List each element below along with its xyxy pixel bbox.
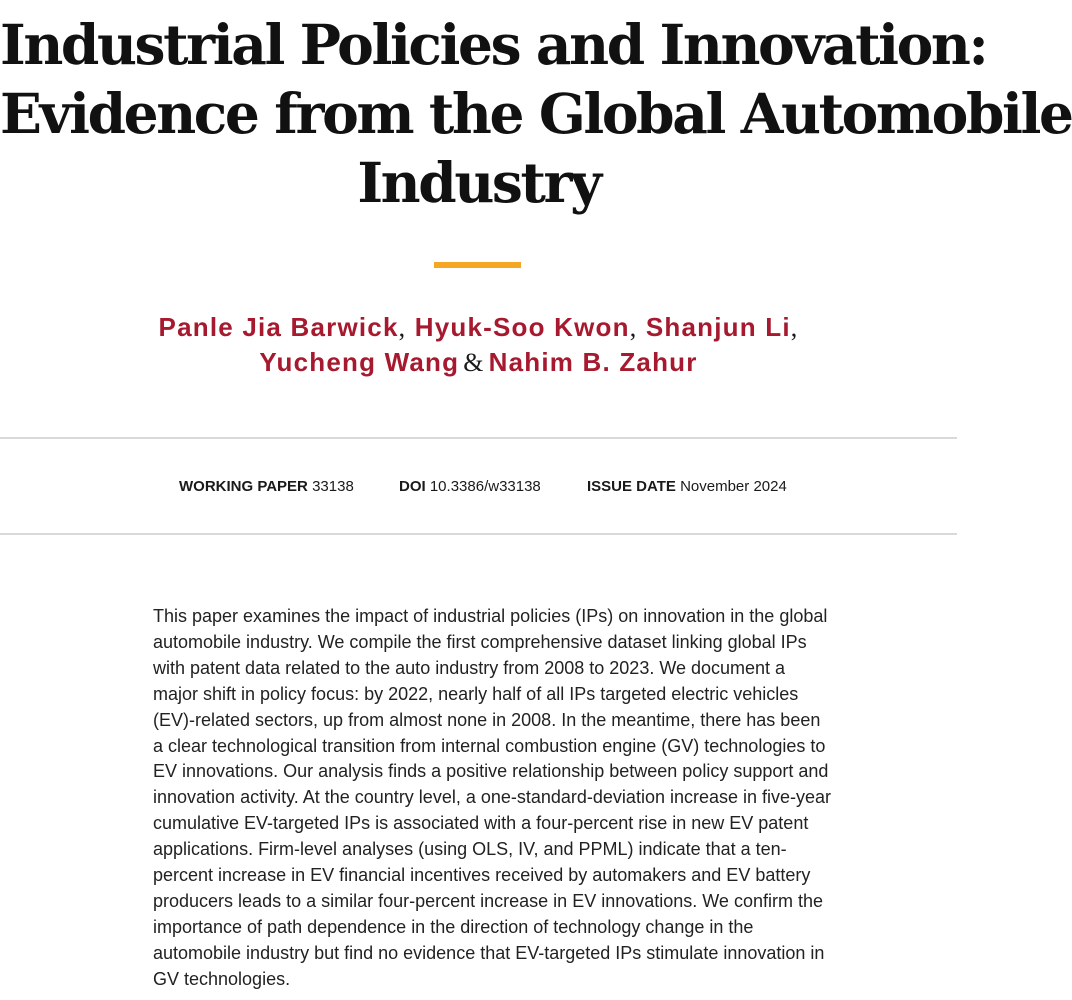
author-link-li[interactable]: Shanjun Li [645,312,791,342]
paper-title-line-1: Industrial Policies and Innovation: [0,12,987,77]
abstract-line: EV innovations. Our analysis finds a positive relationship between policy support and [153,761,829,782]
author-ampersand: & [463,348,485,377]
working-paper-number: 33138 [312,478,354,495]
title-accent-rule [434,262,521,268]
paper-title-line-3: Industry [357,150,600,215]
doi-value: 10.3386/w33138 [429,478,541,495]
paper-title [0,10,1072,217]
abstract-line: This paper examines the impact of industrial policies (IPs) on innovation in the global [153,606,828,626]
author-link-barwick[interactable]: Panle Jia Barwick [158,312,399,342]
abstract-line: applications. Firm-level analyses (using OLS, IV, and PPML) indicate that a ten- [153,839,787,860]
abstract-line: cumulative EV-targeted IPs is associated with a four-percent rise in new EV patent [153,813,809,834]
issue-date-value: November 2024 [680,478,787,495]
author-link-wang[interactable]: Yucheng Wang [259,347,460,377]
doi-label: DOI [399,478,426,495]
author-separator: , [790,313,799,342]
metadata-top-divider [0,437,957,439]
abstract-line: automobile industry but find no evidence that EV-targeted IPs stimulate innovation in [153,942,825,963]
author-list-line-1 [0,310,957,345]
metadata-bottom-divider [0,533,957,535]
abstract-line: (EV)-related sectors, up from almost none in 2008. In the meantime, there has been [153,709,821,730]
issue-date-meta [587,477,787,497]
abstract-line: with patent data related to the auto industry from 2008 to 2023. We document a [153,657,786,678]
author-separator: , [398,313,407,342]
abstract-line: GV technologies. [153,968,291,989]
author-separator: , [629,313,638,342]
paper-metadata-bar [0,477,957,497]
abstract-line: major shift in policy focus: by 2022, nearly half of all IPs targeted electric vehicles [153,683,799,704]
abstract-line: importance of path dependence in the direction of technology change in the [153,916,754,937]
author-link-zahur[interactable]: Nahim B. Zahur [488,347,698,377]
paper-title-line-2: Evidence from the Global Automobile [0,81,1072,146]
working-paper-label: WORKING PAPER [179,478,308,495]
author-link-kwon[interactable]: Hyuk-Soo Kwon [414,312,630,342]
author-list [0,310,957,380]
issue-date-label: ISSUE DATE [587,478,676,495]
abstract-line: automobile industry. We compile the first comprehensive dataset linking global IPs [153,631,807,652]
abstract-text [153,604,832,993]
working-paper-meta [179,477,354,497]
doi-meta [399,477,541,497]
abstract-line: innovation activity. At the country level, a one-standard-deviation increase in five-year [153,787,832,808]
abstract-line: percent increase in EV financial incentives received by automakers and EV battery [153,865,811,886]
abstract-line: producers leads to a similar four-percent increase in EV innovations. We confirm the [153,890,823,911]
abstract-line: a clear technological transition from internal combustion engine (GV) technologies to [153,735,826,756]
author-list-line-2 [0,345,957,380]
